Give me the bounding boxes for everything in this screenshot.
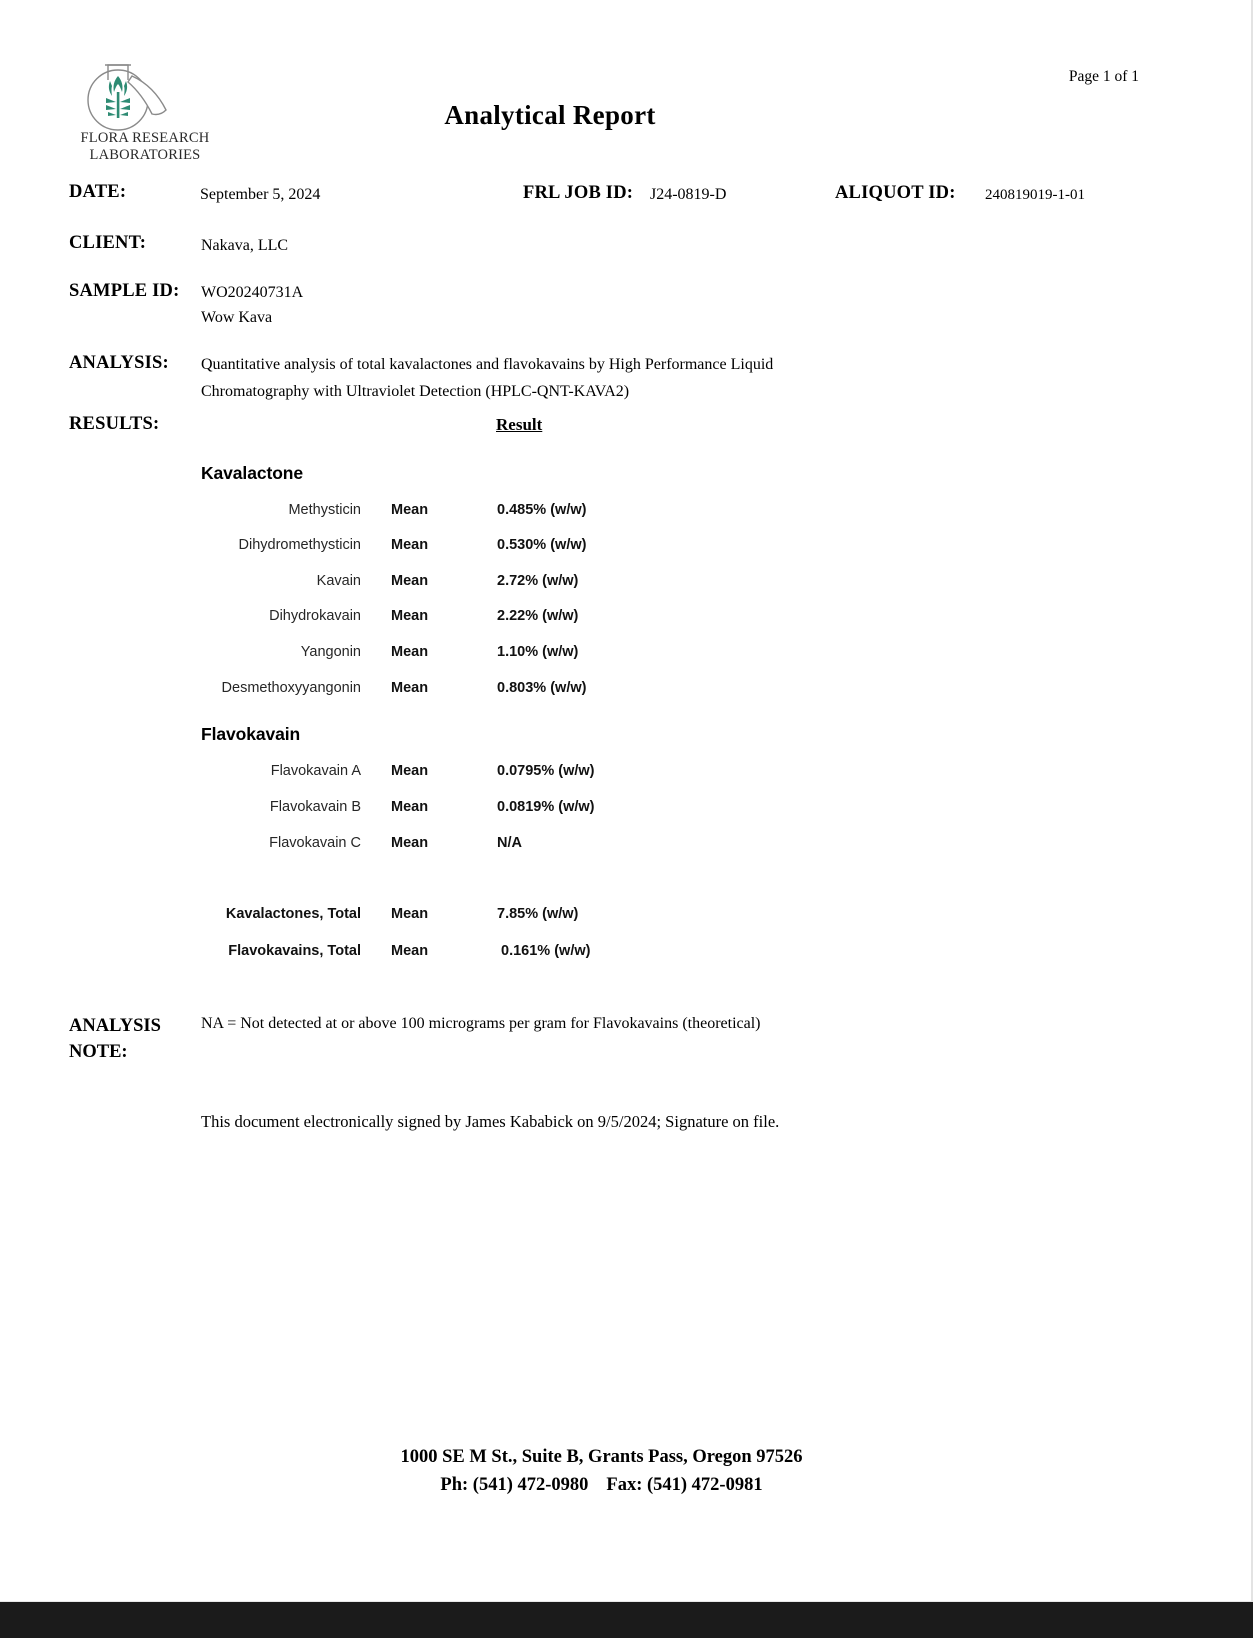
page-title: Analytical Report	[444, 100, 656, 130]
stat-type: Mean	[391, 680, 429, 696]
stat-type: Mean	[391, 906, 429, 922]
results-label: RESULTS:	[69, 414, 160, 434]
stat-type: Mean	[391, 573, 429, 589]
signature-statement: This document electronically signed by James Kababick on 9/5/2024; Signature on file.	[201, 1112, 780, 1131]
analyte-name: Dihydromethysticin	[238, 537, 361, 553]
table-row	[201, 680, 671, 702]
result-value: 0.803% (w/w)	[497, 680, 587, 696]
group-title-flavokavain: Flavokavain	[201, 724, 301, 744]
result-column-header: Result	[496, 415, 543, 434]
logo-text-line1: FLORA RESEARCH	[80, 130, 210, 146]
analyte-name: Yangonin	[300, 644, 361, 660]
table-row	[201, 537, 671, 559]
result-value: 0.0795% (w/w)	[497, 763, 595, 779]
analyte-name: Flavokavain A	[270, 763, 361, 779]
analysis-text-line2: Chromatography with Ultraviolet Detection (HPLC-QNT-KAVA2)	[201, 383, 630, 400]
date-value: September 5, 2024	[200, 186, 321, 203]
sample-id-value-line2: Wow Kava	[201, 309, 273, 326]
client-value: Nakava, LLC	[201, 237, 289, 254]
analyte-name: Desmethoxyyangonin	[221, 680, 361, 696]
analyte-name: Dihydrokavain	[269, 608, 361, 624]
job-id-value: J24-0819-D	[650, 186, 727, 203]
table-row	[201, 502, 671, 524]
sample-id-label: SAMPLE ID:	[69, 281, 180, 301]
table-row	[201, 799, 671, 821]
job-id-label: FRL JOB ID:	[523, 183, 634, 203]
result-value: 2.72% (w/w)	[497, 573, 579, 589]
table-row-total	[201, 943, 671, 965]
footer-address: 1000 SE M St., Suite B, Grants Pass, Oregon 97526	[400, 1447, 803, 1467]
aliquot-id-label: ALIQUOT ID:	[835, 183, 956, 203]
footer-fax: Fax: (541) 472-0981	[606, 1474, 763, 1495]
result-value: 0.0819% (w/w)	[497, 799, 595, 815]
result-value: 0.485% (w/w)	[497, 502, 587, 518]
stat-type: Mean	[391, 763, 429, 779]
result-value: N/A	[497, 835, 522, 851]
result-value: 0.530% (w/w)	[497, 537, 587, 553]
table-row	[201, 644, 671, 666]
analyte-name: Flavokavain C	[269, 835, 361, 851]
stat-type: Mean	[391, 943, 429, 959]
result-value: 1.10% (w/w)	[497, 644, 579, 660]
stat-type: Mean	[391, 608, 429, 624]
footer-phone: Ph: (541) 472-0980	[440, 1474, 589, 1495]
analyte-name: Flavokavains, Total	[228, 943, 361, 959]
analysis-note-label	[69, 1013, 161, 1066]
result-value: 0.161% (w/w)	[501, 943, 591, 959]
client-label: CLIENT:	[69, 233, 147, 253]
logo-text	[70, 130, 220, 164]
viewer-bottom-bar	[0, 1602, 1253, 1638]
analysis-note-label-line2: NOTE:	[69, 1042, 128, 1063]
table-row	[201, 835, 671, 857]
page-indicator: Page 1 of 1	[1068, 68, 1139, 85]
result-value: 2.22% (w/w)	[497, 608, 579, 624]
sample-id-value-line1: WO20240731A	[201, 284, 304, 301]
analysis-note-text: NA = Not detected at or above 100 micrograms per gram for Flavokavains (theoretical)	[201, 1015, 761, 1032]
stat-type: Mean	[391, 502, 429, 518]
stat-type: Mean	[391, 537, 429, 553]
analyte-name: Kavain	[316, 573, 361, 589]
table-row	[201, 573, 671, 595]
table-row-total	[201, 906, 671, 928]
stat-type: Mean	[391, 799, 429, 815]
analyte-name: Kavalactones, Total	[225, 906, 361, 922]
analysis-text-line1: Quantitative analysis of total kavalactones and flavokavains by High Performance Liquid	[201, 356, 774, 373]
aliquot-id-value: 240819019-1-01	[985, 187, 1085, 203]
stat-type: Mean	[391, 644, 429, 660]
footer-contact	[0, 1472, 1203, 1500]
footer	[0, 1444, 1203, 1500]
table-row	[201, 763, 671, 785]
analysis-label: ANALYSIS:	[69, 353, 169, 373]
table-row	[201, 608, 671, 630]
analyte-name: Flavokavain B	[269, 799, 361, 815]
stat-type: Mean	[391, 835, 429, 851]
result-value: 7.85% (w/w)	[497, 906, 579, 922]
group-title-kavalactone: Kavalactone	[201, 463, 304, 483]
logo-text-line2: LABORATORIES	[89, 147, 201, 164]
analyte-name: Methysticin	[288, 502, 361, 518]
analysis-note-label-line1: ANALYSIS	[69, 1016, 161, 1036]
date-label: DATE:	[69, 182, 127, 202]
